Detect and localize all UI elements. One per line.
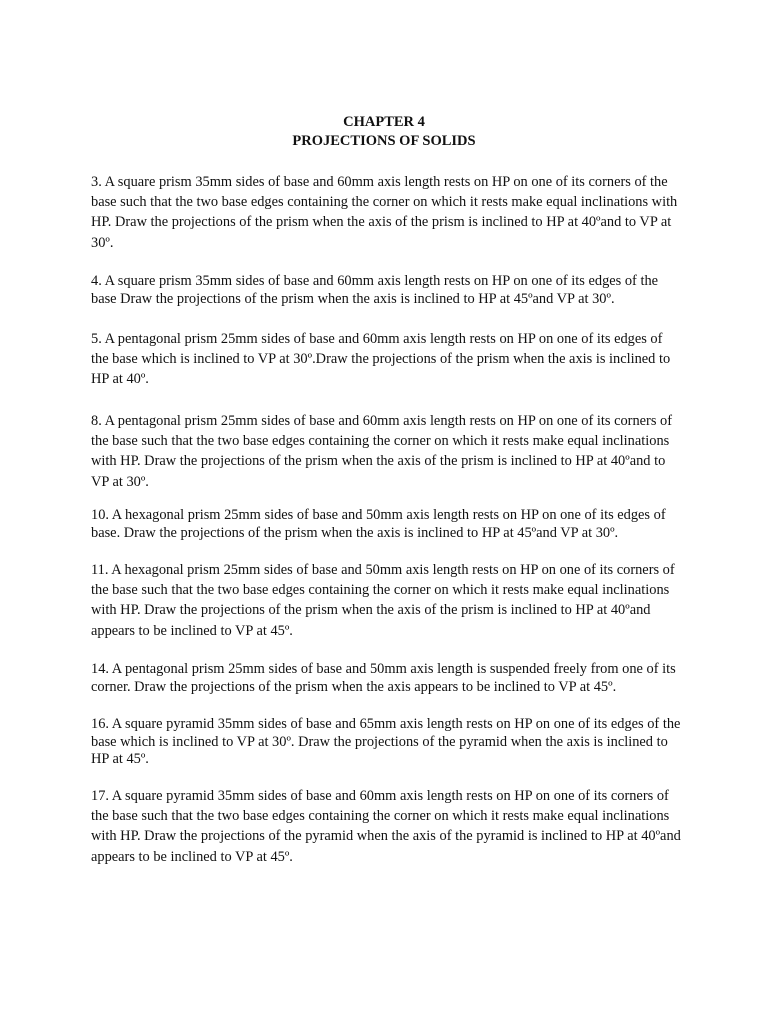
chapter-heading: CHAPTER 4 (343, 114, 425, 130)
question-14: 14. A pentagonal prism 25mm sides of base and 50mm axis length is suspended freely from one of its corner. Draw the projections of the prism when the axis appears to be inclined to VP at 45º. (91, 661, 676, 695)
question-16: 16. A square pyramid 35mm sides of base and 65mm axis length rests on HP on one of its edges of the base which is inclined to VP at 30º. Draw the projections of the pyramid when the axis is inclined to HP at 45º. (91, 716, 681, 767)
question-5: 5. A pentagonal prism 25mm sides of base and 60mm axis length rests on HP on one of its edges of the base which is inclined to VP at 30º.Draw the projections of the prism when the axis is inclined to HP at 40º. (91, 331, 671, 388)
question-3: 3. A square prism 35mm sides of base and 60mm axis length rests on HP on one of its corners of the base such that the two base edges containing the corner on which it rests make equal inclinations with HP. Draw the projections of the prism when the axis of the prism is inclined to HP at 40ºand to VP at 30º. (91, 174, 678, 251)
question-17: 17. A square pyramid 35mm sides of base and 60mm axis length rests on HP on one of its corners of the base such that the two base edges containing the corner on which it rests make equal inclinations with HP. Draw the projections of the pyramid when the axis of the pyramid is inclined to HP at 40ºand appears to be inclined to VP at 45º. (91, 788, 681, 865)
question-4: 4. A square prism 35mm sides of base and 60mm axis length rests on HP on one of its edges of the base Draw the projections of the prism when the axis is inclined to HP at 45ºand VP at 30º. (91, 273, 659, 307)
question-11: 11. A hexagonal prism 25mm sides of base and 50mm axis length rests on HP on one of its corners of the base such that the two base edges containing the corner on which it rests make equal inclinations with HP. Draw the projections of the prism when the axis of the prism is inclined to HP at 40ºand appears to be inclined to VP at 45º. (91, 562, 675, 639)
question-10: 10. A hexagonal prism 25mm sides of base and 50mm axis length rests on HP on one of its edges of base. Draw the projections of the prism when the axis is inclined to HP at 45ºand VP at 30º. (91, 507, 666, 541)
chapter-title: PROJECTIONS OF SOLIDS (292, 133, 476, 149)
question-8: 8. A pentagonal prism 25mm sides of base and 60mm axis length rests on HP on one of its corners of the base such that the two base edges containing the corner on which it rests make equal inclinations with HP. Draw the projections of the prism when the axis of the prism is inclined to HP at 40ºand to VP at 30º. (91, 413, 673, 490)
